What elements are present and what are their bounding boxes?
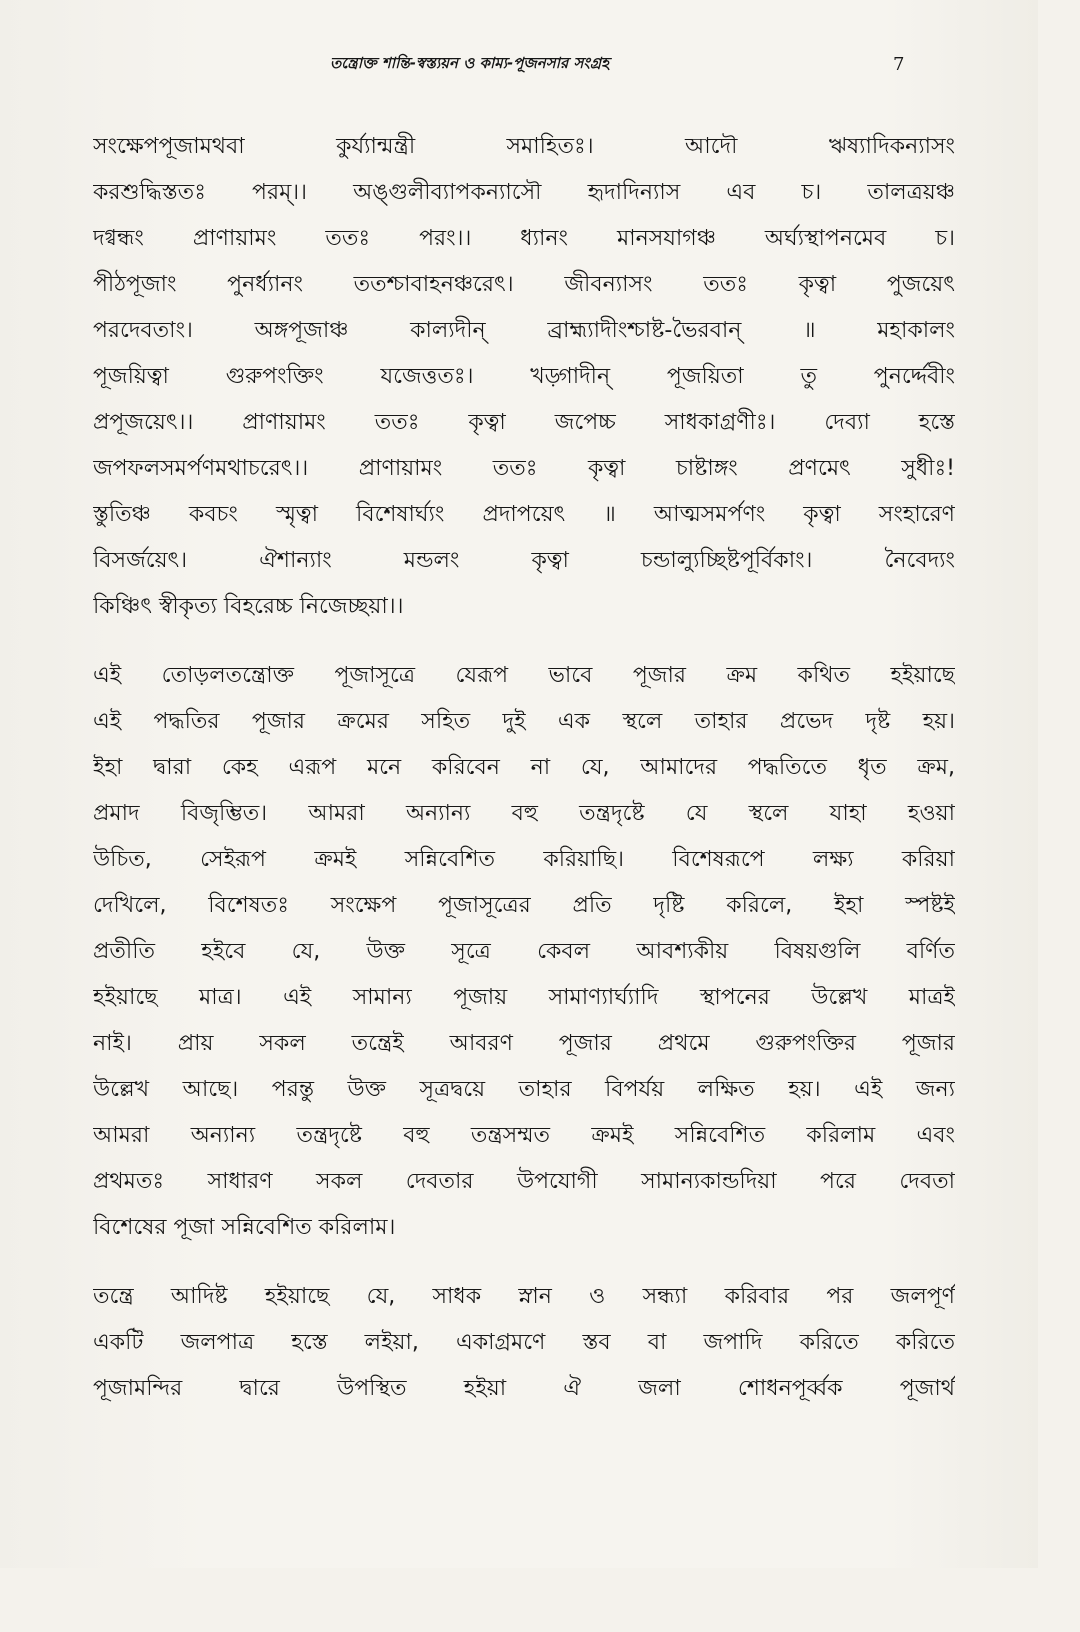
text-line: পূজয়িত্বা গুরুপংক্তিং যজেত্ততঃ। খড়্গাদীন্ পূজয়িতা তু পুনর্দ্দেবীং <box>93 364 955 389</box>
text-line: এই তোড়লতন্ত্রোক্ত পূজাসূত্রে যেরূপ ভাবে পূজার ক্রম কথিত হইয়াছে <box>93 663 955 688</box>
text-line: পরদেবতাং। অঙ্গপূজাঞ্চ কাল্যদীন্ ব্রাহ্ম্যাদীংশ্চাষ্ট-ভৈরবান্ ॥ মহাকালং <box>93 318 955 343</box>
text-line: পীঠপূজাং পুনর্ধ্যানং ততশ্চাবাহনঞ্চরেৎ। জীবন্যাসং ততঃ কৃত্বা পুজয়েৎ <box>93 272 955 297</box>
text-line: স্তুতিঞ্চ কবচং স্মৃত্বা বিশেষার্ঘ্যং প্রদাপয়েৎ ॥ আত্মসমর্পণং কৃত্বা সংহারেণ <box>93 502 955 527</box>
text-line: দগ্বন্ধং প্রাণায়ামং ততঃ পরং।। ধ্যানং মানসযাগঞ্চ অর্ঘ্যস্থাপনমেব চ। <box>93 226 955 251</box>
text-line: ইহা দ্বারা কেহ এরূপ মনে করিবেন না যে, আমাদের পদ্ধতিতে ধৃত ক্রম, <box>93 755 955 780</box>
body-text <box>93 124 955 1412</box>
text-line: প্রথমতঃ সাধারণ সকল দেবতার উপযোগী সামান্যকান্ডদিয়া পরে দেবতা <box>93 1169 955 1194</box>
text-line: বিশেষের পূজা সন্নিবেশিত করিলাম। <box>93 1215 396 1240</box>
text-line: তন্ত্রে আদিষ্ট হইয়াছে যে, সাধক স্নান ও সন্ধ্যা করিবার পর জলপূর্ণ <box>93 1284 955 1309</box>
text-line: করশুদ্ধিস্ততঃ পরম্।। অঙ্গুলীব্যাপকন্যাসৌ হৃদাদিন্যাস এব চ। তালত্রয়ঞ্চ <box>93 180 955 205</box>
paragraph-gap <box>93 630 955 653</box>
text-line: কিঞ্চিৎ স্বীকৃত্য বিহরেচ্চ নিজেচ্ছয়া।। <box>93 594 404 619</box>
paragraph <box>93 653 955 1251</box>
text-line: নাই। প্রায় সকল তন্ত্রেই আবরণ পূজার প্রথমে গুরুপংক্তির পূজার <box>93 1031 955 1056</box>
text-line: সংক্ষেপপূজামথবা কুর্য্যান্মন্ত্রী সমাহিতঃ। আদৌ ঋষ্যাদিকন্যাসং <box>93 134 955 159</box>
running-title: তন্ত্রোক্ত শান্তি-স্বস্ত্যয়ন ও কাম্য-পূজনসার সংগ্রহ <box>330 54 609 72</box>
text-line: একটি জলপাত্র হস্তে লইয়া, একাগ্রমণে স্তব বা জপাদি করিতে করিতে <box>93 1330 955 1355</box>
text-line: দেখিলে, বিশেষতঃ সংক্ষেপ পূজাসূত্রের প্রতি দৃষ্টি করিলে, ইহা স্পষ্টই <box>93 893 955 918</box>
text-line: জপফলসমর্পণমথাচরেৎ।। প্রাণায়ামং ততঃ কৃত্বা চাষ্টাঙ্গং প্রণমেৎ সুধীঃ! <box>93 456 955 481</box>
paragraph-gap <box>93 1251 955 1274</box>
text-line: বিসর্জয়েৎ। ঐশান্যাং মন্ডলং কৃত্বা চন্ডাল্যুচ্ছিষ্টপূর্বিকাং। নৈবেদ্যং <box>93 548 955 573</box>
paragraph <box>93 1274 955 1412</box>
text-line: পূজামন্দির দ্বারে উপস্থিত হইয়া ঐ জলা শোধনপূর্ব্বক পূজার্থ <box>93 1376 955 1401</box>
text-line: প্রতীতি হইবে যে, উক্ত সূত্রে কেবল আবশ্যকীয় বিষয়গুলি বর্ণিত <box>93 939 955 964</box>
text-line: প্রমাদ বিজৃম্ভিত। আমরা অন্যান্য বহু তন্ত্রদৃষ্টে যে স্থলে যাহা হওয়া <box>93 801 955 826</box>
text-line: এই পদ্ধতির পূজার ক্রমের সহিত দুই এক স্থলে তাহার প্রভেদ দৃষ্ট হয়। <box>93 709 955 734</box>
text-line: প্রপূজয়েৎ।। প্রাণায়ামং ততঃ কৃত্বা জপেচ্চ সাধকাগ্রণীঃ। দেব্যা হস্তে <box>93 410 955 435</box>
text-line: হইয়াছে মাত্র। এই সামান্য পূজায় সামাণ্যার্ঘ্যাদি স্থাপনের উল্লেখ মাত্রই <box>93 985 955 1010</box>
text-line: উল্লেখ আছে। পরন্তু উক্ত সূত্রদ্বয়ে তাহার বিপর্যয় লক্ষিত হয়। এই জন্য <box>93 1077 955 1102</box>
text-line: উচিত, সেইরূপ ক্রমই সন্নিবেশিত করিয়াছি। বিশেষরূপে লক্ষ্য করিয়া <box>93 847 955 872</box>
text-line: আমরা অন্যান্য তন্ত্রদৃষ্টে বহু তন্ত্রসম্মত ক্রমই সন্নিবেশিত করিলাম এবং <box>93 1123 955 1148</box>
paragraph <box>93 124 955 630</box>
page-number: 7 <box>893 54 905 75</box>
